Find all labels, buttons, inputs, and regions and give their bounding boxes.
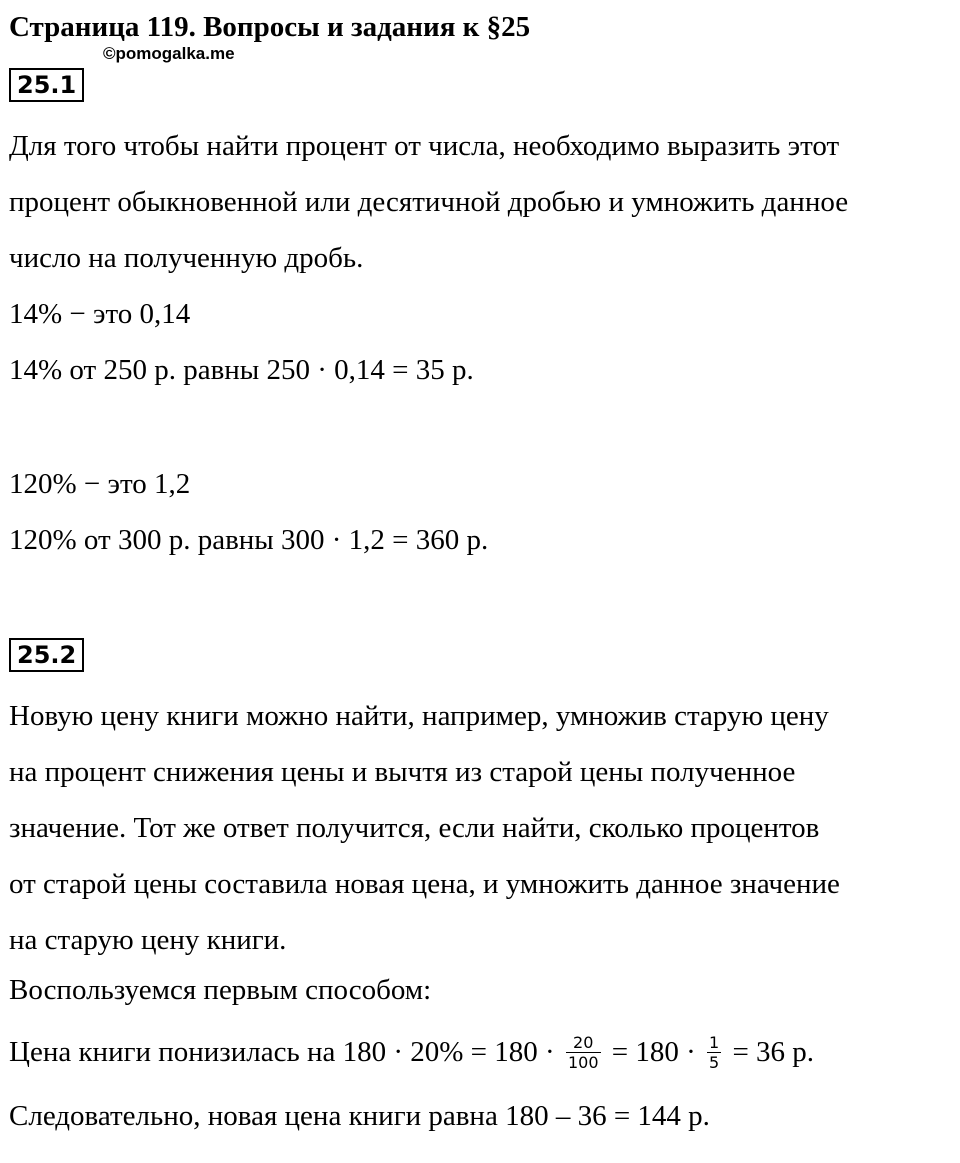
fraction-numerator: 20 [566, 1033, 601, 1053]
task1-text-line: процент обыкновенной или десятичной дробью и умножить данное [9, 186, 849, 218]
task2-text-line: на старую цену книги. [9, 924, 287, 956]
task2-text-line: от старой цены составила новая цена, и умножить данное значение [9, 868, 840, 900]
fraction-numerator: 1 [709, 1032, 720, 1052]
task-number-25-2: 25.2 [9, 638, 84, 672]
watermark: ©pomogalka.me [103, 44, 235, 63]
task1-result-120: 120% от 300 р. равны 300 · 1,2 = 360 р. [9, 524, 489, 556]
fraction-denominator: 100 [567, 1052, 599, 1072]
calc-suffix: = 36 р. [732, 1036, 815, 1068]
task1-conversion-120: 120% − это 1,2 [9, 468, 191, 500]
calc-prefix: Цена книги понизилась на 180 · 20% = 180 · [9, 1036, 555, 1068]
fraction-1-5 [707, 1033, 721, 1072]
task1-conversion-14: 14% − это 0,14 [9, 298, 191, 330]
page-title: Страница 119. Вопросы и задания к §25 [9, 11, 531, 43]
task2-text-line: значение. Тот же ответ получится, если найти, сколько процентов [9, 812, 820, 844]
task2-method-line: Воспользуемся первым способом: [9, 974, 432, 1006]
task1-text-line: Для того чтобы найти процент от числа, необходимо выразить этот [9, 130, 840, 162]
task1-result-14: 14% от 250 р. равны 250 · 0,14 = 35 р. [9, 354, 474, 386]
fraction-denominator: 5 [709, 1052, 720, 1072]
task-number-25-1: 25.1 [9, 68, 84, 102]
fraction-20-100 [566, 1033, 601, 1072]
task2-calculation [9, 1034, 814, 1074]
task2-conclusion: Следовательно, новая цена книги равна 180 – 36 = 144 р. [9, 1100, 710, 1132]
task2-text-line: на процент снижения цены и вычтя из старой цены полученное [9, 756, 796, 788]
calc-middle: = 180 · [611, 1036, 696, 1068]
task1-text-line: число на полученную дробь. [9, 242, 364, 274]
task2-text-line: Новую цену книги можно найти, например, умножив старую цену [9, 700, 829, 732]
